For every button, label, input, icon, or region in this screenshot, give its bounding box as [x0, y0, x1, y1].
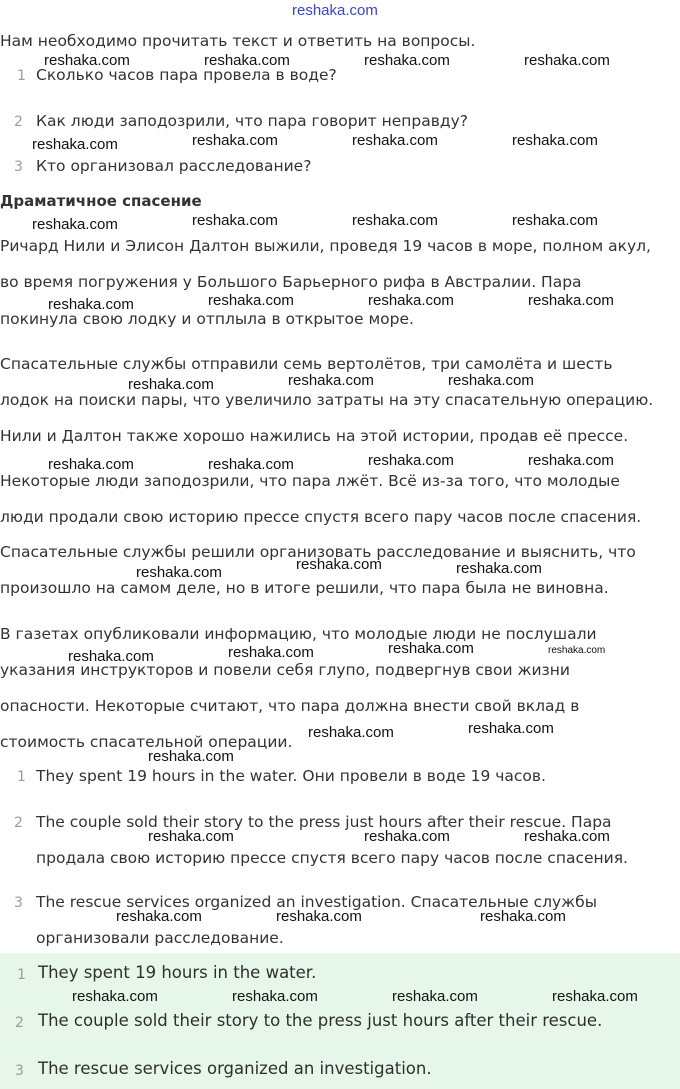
watermark: reshaka.com	[528, 452, 614, 469]
watermark: reshaka.com	[228, 644, 314, 661]
watermark: reshaka.com	[68, 648, 154, 665]
watermark: reshaka.com	[512, 132, 598, 149]
watermark: reshaka.com	[72, 988, 158, 1005]
watermark: reshaka.com	[524, 52, 610, 69]
watermark: reshaka.com	[308, 724, 394, 741]
question-1: Сколько часов пара провела в воде?	[36, 66, 337, 84]
article-line: Спасательные службы отправили семь вертолётов, три самолёта и шесть	[0, 355, 613, 373]
article-line: стоимость спасательной операции.	[0, 733, 293, 751]
final-answer-number: 2	[15, 1015, 24, 1031]
answer-3-line: The rescue services organized an investigation. Спасательные службы	[36, 893, 597, 911]
answer-2-line: The couple sold their story to the press just hours after their rescue. Пара	[36, 813, 612, 831]
watermark: reshaka.com	[192, 212, 278, 229]
watermark: reshaka.com	[208, 292, 294, 309]
watermark: reshaka.com	[456, 560, 542, 577]
article-line: люди продали свою историю прессе спустя всего пару часов после спасения.	[0, 508, 642, 526]
final-answer-3: The rescue services organized an investigation.	[38, 1059, 432, 1078]
final-answer-number: 3	[15, 1063, 24, 1079]
watermark: reshaka.com	[32, 216, 118, 233]
watermark: reshaka.com	[480, 908, 566, 925]
question-number: 2	[14, 114, 23, 130]
final-answer-2: The couple sold their story to the press just hours after their rescue.	[38, 1011, 603, 1030]
article-line: Ричард Нили и Элисон Далтон выжили, проведя 19 часов в море, полном акул,	[0, 237, 651, 255]
article-line: лодок на поиски пары, что увеличило затраты на эту спасательную операцию.	[0, 391, 654, 409]
intro-text: Нам необходимо прочитать текст и ответить на вопросы.	[0, 32, 476, 50]
question-number: 3	[14, 159, 23, 175]
answer-number: 3	[14, 895, 23, 911]
article-line: опасности. Некоторые считают, что пара должна внести свой вклад в	[0, 697, 580, 715]
answer-number: 1	[17, 769, 26, 785]
article-line: указания инструкторов и повели себя глупо, подвергнув свои жизни	[0, 661, 571, 679]
watermark: reshaka.com	[524, 828, 610, 845]
article-line: во время погружения у Большого Барьерного рифа в Австралии. Пара	[0, 273, 582, 291]
watermark: reshaka.com	[276, 908, 362, 925]
site-link[interactable]: reshaka.com	[292, 2, 378, 19]
article-line: Нили и Далтон также хорошо нажились на этой истории, продав её прессе.	[0, 427, 629, 445]
answer-2-line: продала свою историю прессе спустя всего пару часов после спасения.	[36, 849, 628, 867]
watermark: reshaka.com	[232, 988, 318, 1005]
watermark: reshaka.com	[116, 908, 202, 925]
watermark: reshaka.com	[44, 52, 130, 69]
article-line: покинула свою лодку и отплыла в открытое море.	[0, 310, 414, 328]
article-title: Драматичное спасение	[0, 192, 202, 210]
watermark: reshaka.com	[368, 292, 454, 309]
watermark: reshaka.com	[204, 52, 290, 69]
answer-3-line: организовали расследование.	[36, 929, 284, 947]
watermark: reshaka.com	[208, 456, 294, 473]
watermark: reshaka.com	[48, 456, 134, 473]
article-line: В газетах опубликовали информацию, что молодые люди не послушали	[0, 625, 597, 643]
final-answer-1: They spent 19 hours in the water.	[38, 963, 317, 982]
watermark: reshaka.com	[288, 372, 374, 389]
article-line: Некоторые люди заподозрили, что пара лжёт. Всё из-за того, что молодые	[0, 472, 620, 490]
question-2: Как люди заподозрили, что пара говорит неправду?	[36, 112, 469, 130]
watermark: reshaka.com	[192, 132, 278, 149]
article-line: Спасательные службы решили организовать расследование и выяснить, что	[0, 543, 636, 561]
question-3: Кто организовал расследование?	[36, 157, 312, 175]
watermark: reshaka.com	[48, 296, 134, 313]
watermark: reshaka.com	[364, 52, 450, 69]
article-line: произошло на самом деле, но в итоге решили, что пара была не виновна.	[0, 579, 609, 597]
watermark: reshaka.com	[528, 292, 614, 309]
watermark: reshaka.com	[32, 136, 118, 153]
watermark: reshaka.com	[352, 132, 438, 149]
watermark: reshaka.com	[364, 828, 450, 845]
watermark: reshaka.com	[368, 452, 454, 469]
answer-number: 2	[14, 815, 23, 831]
watermark: reshaka.com	[148, 828, 234, 845]
watermark: reshaka.com	[296, 556, 382, 573]
question-number: 1	[17, 68, 26, 84]
answer-1-line: They spent 19 hours in the water. Они провели в воде 19 часов.	[36, 767, 546, 785]
watermark: reshaka.com	[148, 748, 234, 765]
watermark: reshaka.com	[548, 645, 606, 656]
watermark: reshaka.com	[352, 212, 438, 229]
watermark: reshaka.com	[552, 988, 638, 1005]
watermark: reshaka.com	[468, 720, 554, 737]
final-answer-number: 1	[17, 967, 26, 983]
watermark: reshaka.com	[448, 372, 534, 389]
watermark: reshaka.com	[392, 988, 478, 1005]
watermark: reshaka.com	[512, 212, 598, 229]
watermark: reshaka.com	[388, 640, 474, 657]
watermark: reshaka.com	[128, 376, 214, 393]
watermark: reshaka.com	[136, 564, 222, 581]
